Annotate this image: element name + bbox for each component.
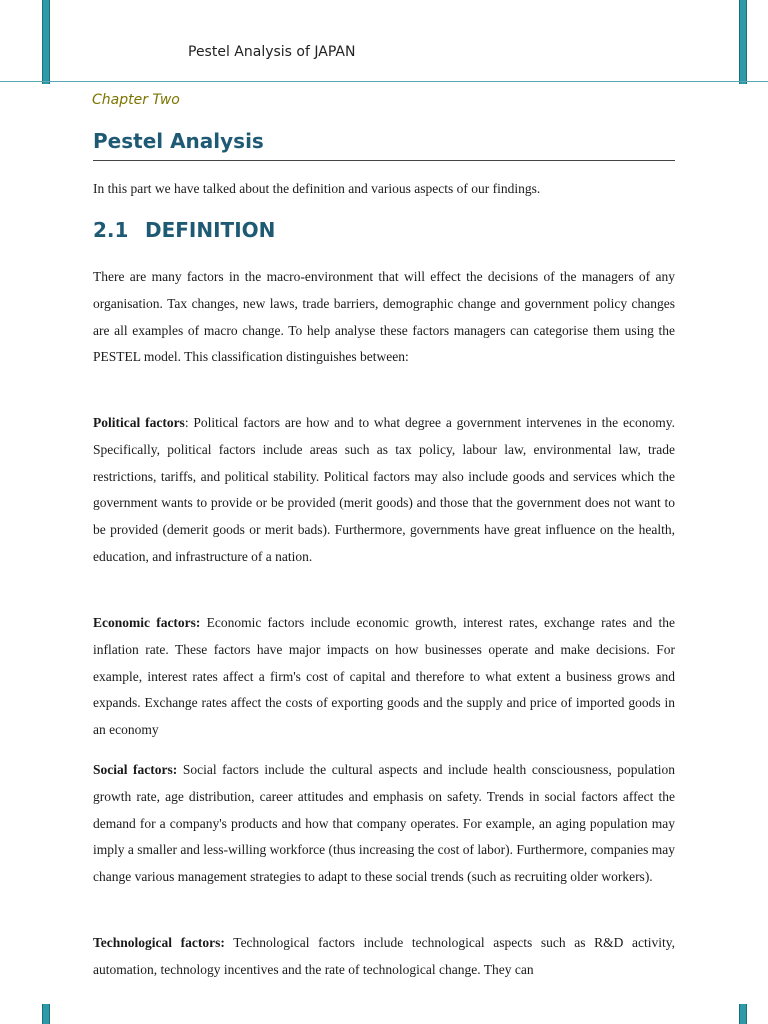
page-corner-bar-top-left xyxy=(42,0,50,84)
technological-paragraph xyxy=(93,930,675,984)
title-underline xyxy=(93,160,675,161)
economic-text: Economic factors include economic growth, interest rates, exchange rates and the inflation rate. These factors have major impacts on how businesses operate and make decisions. For example, interest rates affect a firm's cost of capital and therefore to what extent a business grows and expands. Exchange rates affect the costs of exporting goods and the supply and price of imported goods in an economy xyxy=(93,615,675,738)
political-text: : Political factors are how and to what degree a government intervenes in the economy. Specifically, political factors include areas such as tax policy, labour law, environmental law, trade restrictions, tariffs, and political stability. Political factors may also include goods and services which the government wants to provide or be provided (merit goods) and those that the government does not want to be provided (demerit goods or merit bads). Furthermore, governments have great influence on the health, education, and infrastructure of a nation. xyxy=(93,415,675,564)
page-title: Pestel Analysis xyxy=(93,129,264,153)
political-paragraph xyxy=(93,410,675,571)
political-term: Political factors xyxy=(93,415,185,430)
economic-paragraph xyxy=(93,610,675,744)
running-header: Pestel Analysis of JAPAN xyxy=(188,44,356,60)
definition-paragraph: There are many factors in the macro-environment that will effect the decisions of the managers of any organisation. Tax changes, new laws, trade barriers, demographic change and government policy changes are all examples of macro change. To help analyse these factors managers can categorise them using the PESTEL model. This classification distinguishes between: xyxy=(93,269,675,365)
technological-text: Technological factors include technological aspects such as R&D activity, automation, technology incentives and the rate of technological change. They can xyxy=(93,935,676,977)
chapter-label: Chapter Two xyxy=(92,92,180,108)
social-term: Social factors: xyxy=(93,762,178,777)
intro-paragraph: In this part we have talked about the definition and various aspects of our findings. xyxy=(93,181,541,196)
technological-term: Technological factors: xyxy=(93,935,225,950)
page-corner-bar-bottom-left xyxy=(42,1004,50,1024)
page-corner-bar-bottom-right xyxy=(739,1004,747,1024)
section-heading xyxy=(93,218,275,242)
social-paragraph xyxy=(93,757,675,891)
economic-term: Economic factors: xyxy=(93,615,201,630)
section-title: DEFINITION xyxy=(145,218,276,242)
page-corner-bar-top-right xyxy=(739,0,747,84)
social-text: Social factors include the cultural aspects and include health consciousness, population growth rate, age distribution, career attitudes and emphasis on safety. Trends in social factors affect the demand for a company's products and how that company operates. For example, an aging population may imply a smaller and less-willing workforce (thus increasing the cost of labor). Furthermore, companies may change various management strategies to adapt to these social trends (such as recruiting older workers). xyxy=(93,762,675,885)
section-number: 2.1 xyxy=(93,218,129,242)
header-divider xyxy=(0,81,768,82)
